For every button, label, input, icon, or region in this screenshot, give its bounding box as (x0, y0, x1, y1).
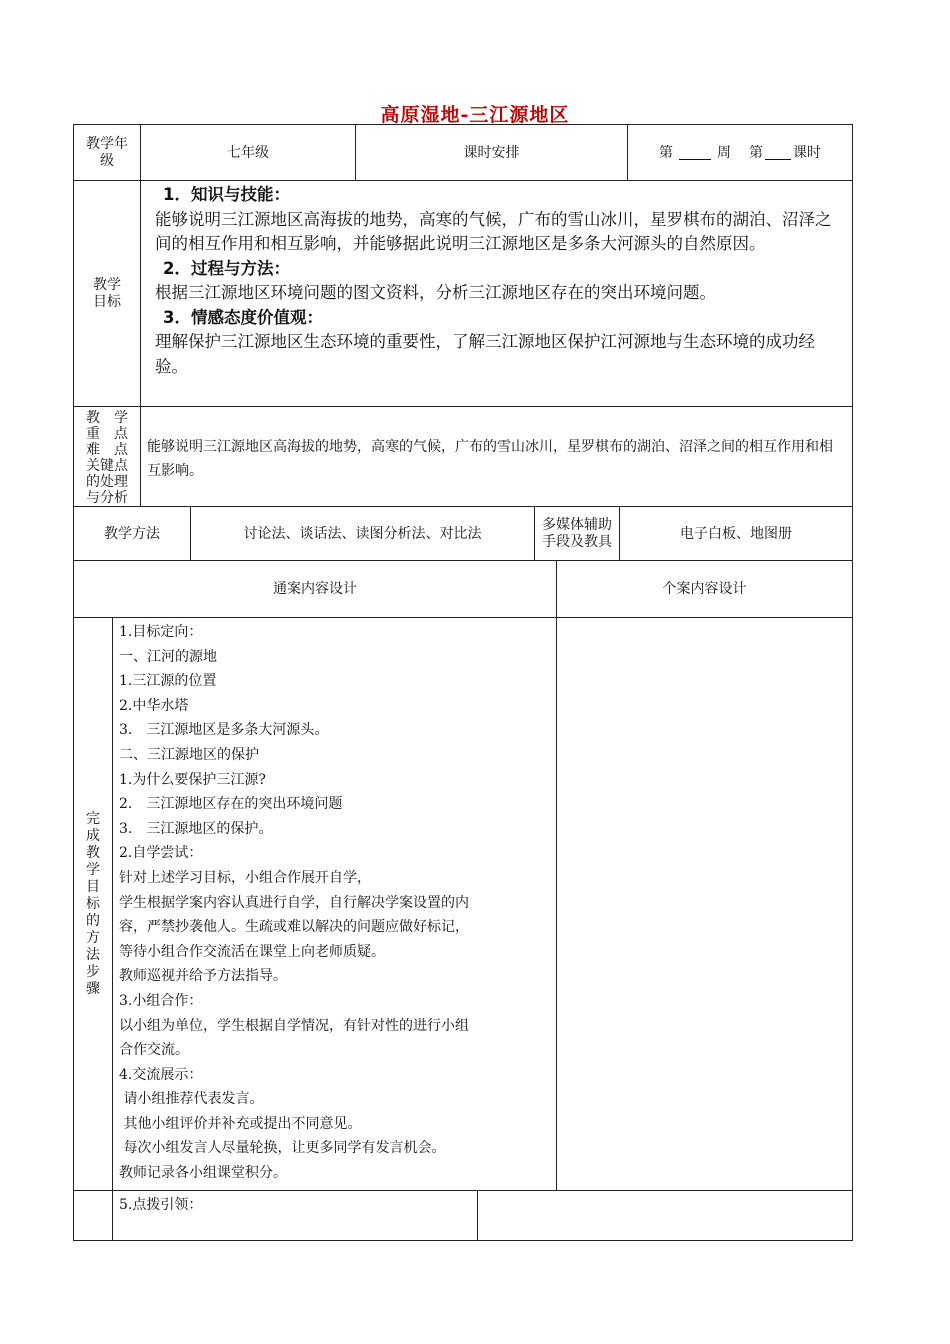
step-line: 教师记录各小组课堂积分。 (119, 1165, 287, 1182)
grade-label: 教学年级 (86, 135, 128, 169)
common-design-header (73, 560, 557, 618)
step-line: 3. 三江源地区是多条大河源头。 (119, 722, 329, 739)
media-value: 电子白板、地图册 (680, 525, 792, 542)
keypoints-content-cell (140, 406, 853, 507)
step-line: 二、三江源地区的保护 (119, 746, 259, 763)
keypoints-label-line: 与分析 (86, 489, 128, 506)
goal-text-attitude: 理解保护三江源地区生态环境的重要性，了解三江源地区保护江河源地与生态环境的成功经验。 (155, 332, 815, 376)
guidance-step: 5.点拨引领： (119, 1197, 203, 1213)
schedule-value-cell (627, 124, 853, 181)
step-line: 4.交流展示： (119, 1066, 203, 1083)
goal-heading-attitude: 3．情感态度价值观： (163, 307, 323, 327)
week-prefix: 第 (659, 144, 673, 161)
step-line: 1.三江源的位置 (119, 673, 217, 690)
goals-content-cell (140, 180, 853, 407)
goals-label: 教学目标 (93, 276, 121, 310)
lesson-suffix: 课时 (793, 144, 821, 161)
goal-text-knowledge: 能够说明三江源地区高海拔的地势，高寒的气候，广布的雪山冰川，星罗棋布的湖泊、沼泽之间的相互作用和相互影响，并能够据此说明三江源地区是多条大河源头的自然原因。 (155, 209, 832, 253)
last-label-cell (73, 1190, 113, 1241)
schedule-label-cell (355, 124, 628, 181)
media-label-cell (534, 506, 620, 561)
step-line: 合作交流。 (119, 1042, 189, 1059)
goal-text-process: 根据三江源地区环境问题的图文资料，分析三江源地区存在的突出环境问题。 (155, 283, 716, 302)
step-line: 针对上述学习目标，小组合作展开自学， (119, 869, 371, 886)
methods-label: 教学方法 (104, 525, 160, 542)
goals-label-cell (73, 180, 141, 407)
step-line: 以小组为单位，学生根据自学情况，有针对性的进行小组 (119, 1017, 469, 1034)
individual-design-label: 个案内容设计 (662, 581, 747, 597)
keypoints-text: 能够说明三江源地区高海拔的地势，高寒的气候，广布的雪山冰川，星罗棋布的湖泊、沼泽之间的相互作用和相互影响。 (147, 439, 833, 479)
step-line: 每次小组发言人尽量轮换，让更多同学有发言机会。 (119, 1140, 446, 1157)
step-line: 2.中华水塔 (119, 697, 189, 714)
week-blank (679, 145, 711, 160)
step-line: 2.自学尝试： (119, 845, 203, 862)
schedule-label: 课时安排 (463, 144, 520, 161)
steps-content-cell (112, 617, 557, 1191)
grade-value: 七年级 (227, 144, 269, 161)
individual-design-header (556, 560, 853, 618)
media-label: 多媒体辅助手段及教具 (542, 516, 612, 550)
lesson-prefix: 第 (749, 144, 763, 161)
step-line: 3.小组合作： (119, 992, 203, 1009)
keypoints-label-line: 难 点 (86, 441, 128, 458)
step-line: 其他小组评价并补充或提出不同意见。 (119, 1115, 362, 1132)
step-line: 2. 三江源地区存在的突出环境问题 (119, 796, 343, 813)
keypoints-label-line: 教 学 (86, 409, 128, 426)
grade-label-cell (73, 124, 141, 181)
keypoints-label-cell (73, 406, 141, 507)
last-individual-cell (477, 1190, 853, 1241)
grade-value-cell (140, 124, 356, 181)
keypoints-label-line: 关键点 (86, 457, 128, 474)
steps-label: 完成教学目标的方法步骤 (86, 810, 100, 997)
page-title: 高原湿地-三江源地区 (380, 104, 570, 126)
step-line: 请小组推荐代表发言。 (119, 1091, 264, 1108)
methods-value: 讨论法、谈话法、读图分析法、对比法 (243, 525, 482, 542)
step-line: 一、江河的源地 (119, 648, 217, 665)
methods-value-cell (190, 506, 535, 561)
step-line: 1.目标定向： (119, 624, 203, 640)
goal-heading-knowledge: 1．知识与技能： (163, 185, 290, 204)
step-line: 1.为什么要保护三江源? (119, 771, 266, 788)
keypoints-label-line: 重 点 (86, 425, 128, 442)
step-line: 学生根据学案内容认真进行自学，自行解决学案设置的内 (119, 894, 469, 911)
step-line: 3. 三江源地区的保护。 (119, 820, 273, 837)
last-content-cell (112, 1190, 478, 1241)
keypoints-label-line: 的处理 (86, 473, 128, 490)
step-line: 容，严禁抄袭他人。生疏或难以解决的问题应做好标记， (119, 919, 469, 936)
methods-label-cell (73, 506, 191, 561)
common-design-label: 通案内容设计 (273, 581, 357, 597)
steps-individual-cell (556, 617, 853, 1191)
step-line: 教师巡视并给予方法指导。 (119, 968, 287, 985)
week-suffix: 周 (717, 144, 731, 161)
step-line: 等待小组合作交流活在课堂上向老师质疑。 (119, 943, 385, 960)
lesson-blank (765, 145, 791, 160)
steps-label-cell (73, 617, 113, 1191)
goal-heading-process: 2．过程与方法： (163, 258, 290, 278)
media-value-cell (619, 506, 853, 561)
